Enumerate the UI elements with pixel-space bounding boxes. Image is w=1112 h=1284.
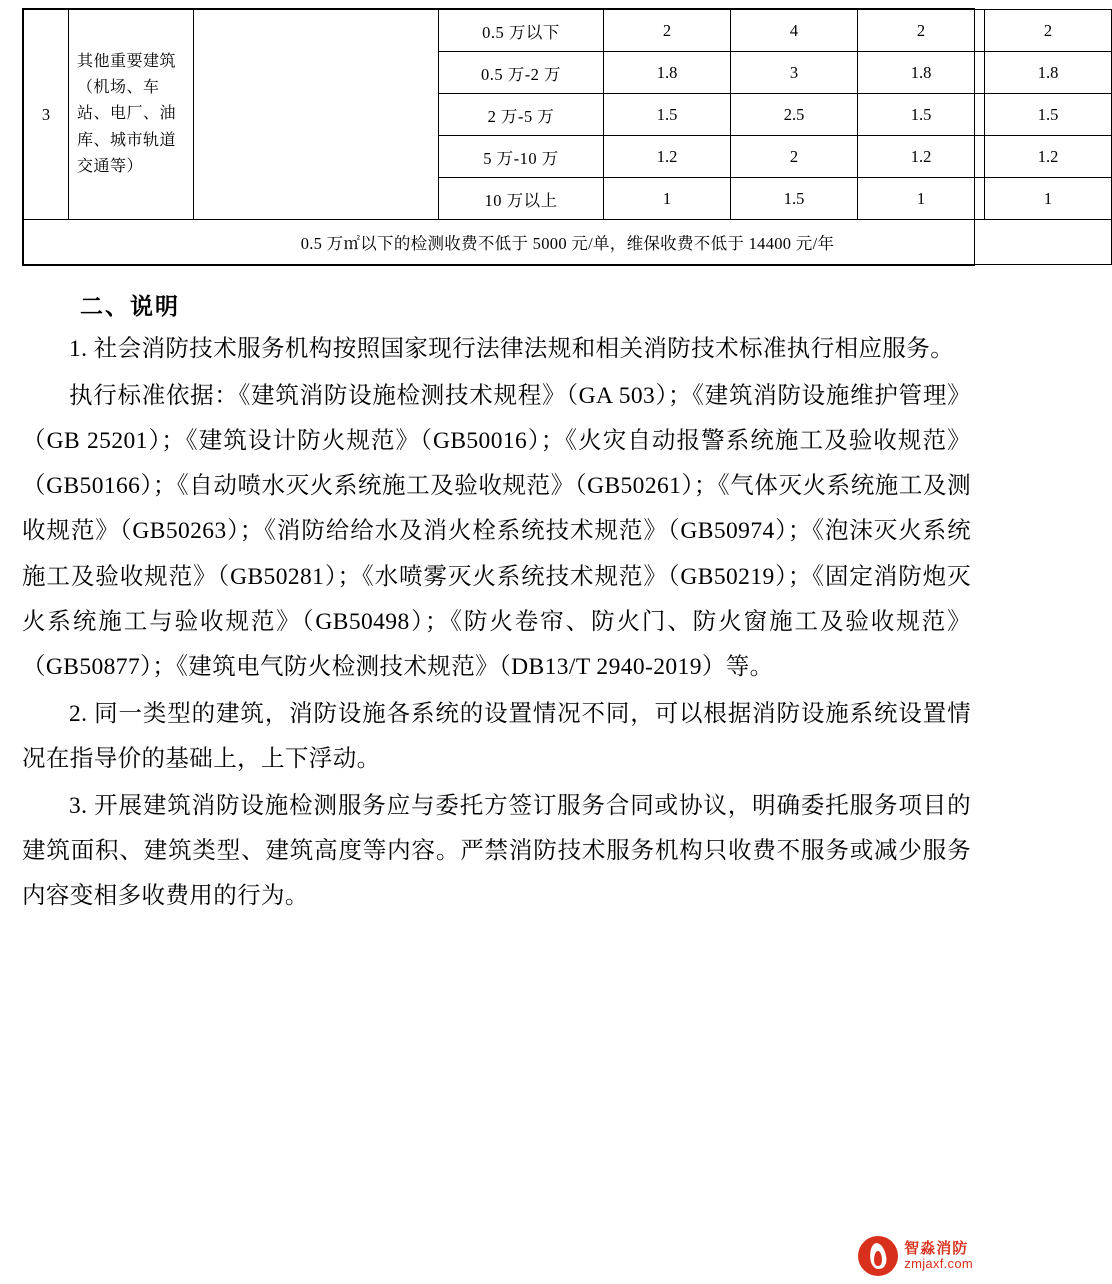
area-cell: 10 万以上 <box>439 178 604 220</box>
value-cell-4: 1.5 <box>985 94 1112 136</box>
watermark-url: zmjaxf.com <box>904 1256 973 1272</box>
area-cell: 2 万-5 万 <box>439 94 604 136</box>
paragraph-3: 2. 同一类型的建筑，消防设施各系统的设置情况不同，可以根据消防设施系统设置情况在指导价的基础上，上下浮动。 <box>22 700 971 772</box>
area-cell: 0.5 万以下 <box>439 10 604 52</box>
value-cell-1: 1 <box>604 178 731 220</box>
area-cell: 0.5 万-2 万 <box>439 52 604 94</box>
value-cell-2: 3 <box>731 52 858 94</box>
value-cell-3: 1.5 <box>858 94 985 136</box>
value-cell-3: 1 <box>858 178 985 220</box>
flame-icon <box>858 1236 898 1276</box>
section-heading: 二、说明 <box>80 293 180 319</box>
value-cell-3: 1.2 <box>858 136 985 178</box>
value-cell-1: 1.5 <box>604 94 731 136</box>
area-cell: 5 万-10 万 <box>439 136 604 178</box>
fee-table <box>23 9 1112 265</box>
value-cell-4: 1.2 <box>985 136 1112 178</box>
value-cell-1: 1.8 <box>604 52 731 94</box>
body-content <box>22 327 971 919</box>
value-cell-2: 2 <box>731 136 858 178</box>
value-cell-4: 1.8 <box>985 52 1112 94</box>
table-footnote: 0.5 万㎡以下的检测收费不低于 5000 元/单，维保收费不低于 14400 元/年 <box>24 220 1112 265</box>
watermark-name: 智淼消防 <box>904 1239 969 1257</box>
table-footnote-row <box>24 220 1112 265</box>
paragraph-2: 执行标准依据：《建筑消防设施检测技术规程》（GA 503）；《建筑消防设施维护管理》（GB 25201）；《建筑设计防火规范》（GB50016）；《火灾自动报警系统施工及验收规范》（GB50166）；《自动喷水灭火系统施工及验收规范》（GB50261）；《气体灭火系统施工及测收规范》（GB50263）；《消防给给水及消火栓系统技术规范》（GB50974）；《泡沫灭火系统施工及验收规范》（GB50281）；《水喷雾灭火系统技术规范》（GB50219）；《固定消防炮灭火系统施工与验收规范》（GB50498）；《防火卷帘、防火门、防火窗施工及验收规范》（GB50877）；《建筑电气防火检测技术规范》（DB13/T 2940-2019）等。 <box>22 383 971 680</box>
paragraph-4: 3. 开展建筑消防设施检测服务应与委托方签订服务合同或协议，明确委托服务项目的建筑面积、建筑类型、建筑高度等内容。严禁消防技术服务机构只收费不服务或减少服务内容变相多收费用的行为。 <box>22 793 971 910</box>
building-type-cell: 其他重要建筑（机场、车站、电厂、油库、城市轨道交通等） <box>69 10 194 220</box>
value-cell-2: 4 <box>731 10 858 52</box>
value-cell-4: 1 <box>985 178 1112 220</box>
fee-table-container <box>22 8 1059 266</box>
watermark-logo <box>858 1236 973 1276</box>
paragraph-1: 1. 社会消防技术服务机构按照国家现行法律法规和相关消防技术标准执行相应服务。 <box>69 336 955 362</box>
empty-cell <box>194 10 439 220</box>
table-row <box>24 10 1112 52</box>
value-cell-2: 1.5 <box>731 178 858 220</box>
value-cell-4: 2 <box>985 10 1112 52</box>
value-cell-3: 2 <box>858 10 985 52</box>
value-cell-1: 1.2 <box>604 136 731 178</box>
document-page <box>0 8 1059 1284</box>
row-number-cell: 3 <box>24 10 69 220</box>
value-cell-1: 2 <box>604 10 731 52</box>
watermark-text <box>904 1241 973 1272</box>
value-cell-3: 1.8 <box>858 52 985 94</box>
value-cell-2: 2.5 <box>731 94 858 136</box>
